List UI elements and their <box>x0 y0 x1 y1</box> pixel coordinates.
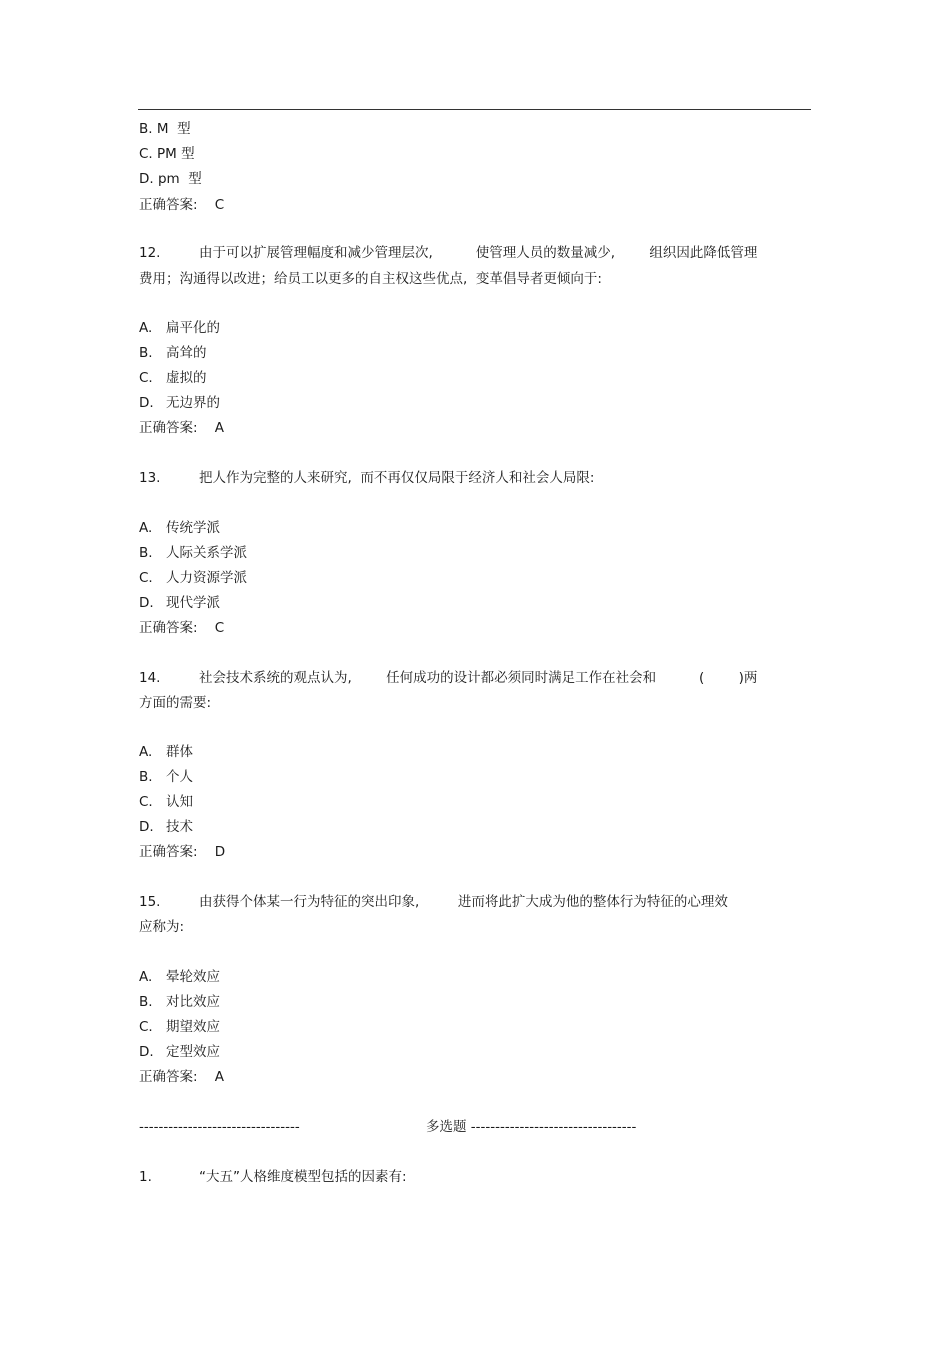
option-letter: A. <box>139 744 153 760</box>
question-text: 把人作为完整的人来研究, 而不再仅仅局限于经济人和社会人局限: <box>199 470 595 486</box>
option-b: B. M 型 <box>139 121 191 137</box>
option-letter: A. <box>139 320 153 336</box>
question-14-option-b <box>139 768 193 786</box>
option-text: 认知 <box>166 794 193 810</box>
question-text: “大五”人格维度模型包括的因素有: <box>199 1169 407 1185</box>
option-letter: C. <box>139 370 153 386</box>
question-14-answer: 正确答案: D <box>139 844 226 860</box>
option-letter: C. <box>139 570 153 586</box>
question-15-option-c <box>139 1018 220 1036</box>
option-text: 现代学派 <box>166 595 220 611</box>
option-c: C. PM 型 <box>139 146 195 162</box>
option-letter: D. <box>139 595 154 611</box>
option-letter: B. <box>139 345 153 361</box>
question-14-option-a <box>139 743 193 761</box>
top-divider <box>138 109 811 110</box>
question-text: 由获得个体某一行为特征的突出印象, 进而将此扩大成为他的整体行为特征的心理效 <box>199 894 728 910</box>
question-number: 13. <box>139 470 161 486</box>
question-number: 1. <box>139 1169 152 1185</box>
option-letter: D. <box>139 395 154 411</box>
question-13-answer: 正确答案: C <box>139 620 225 636</box>
section-separator-left: --------------------------------- <box>139 1119 300 1135</box>
option-text: 对比效应 <box>166 994 220 1010</box>
option-letter: B. <box>139 769 153 785</box>
question-15-option-d <box>139 1043 220 1061</box>
question-13-option-a <box>139 519 220 537</box>
option-text: 人力资源学派 <box>166 570 247 586</box>
question-12-option-d <box>139 394 220 412</box>
option-text: 技术 <box>166 819 193 835</box>
option-text: 扁平化的 <box>166 320 220 336</box>
correct-answer: 正确答案: C <box>139 197 225 213</box>
question-15-option-a <box>139 968 220 986</box>
question-15-line-1 <box>139 893 728 911</box>
option-text: 虚拟的 <box>166 370 207 386</box>
option-letter: D. <box>139 819 154 835</box>
multi-question-1 <box>139 1168 407 1186</box>
question-13-option-c <box>139 569 247 587</box>
question-12-option-a <box>139 319 220 337</box>
option-text: 期望效应 <box>166 1019 220 1035</box>
option-d: D. pm 型 <box>139 171 202 187</box>
question-12-answer: 正确答案: A <box>139 420 224 436</box>
question-13-option-b <box>139 544 247 562</box>
option-text: 高耸的 <box>166 345 207 361</box>
question-text: 由于可以扩展管理幅度和减少管理层次, 使管理人员的数量减少, 组织因此降低管理 <box>199 245 758 261</box>
option-letter: B. <box>139 994 153 1010</box>
question-14-line-2: 方面的需要: <box>139 695 212 711</box>
option-letter: C. <box>139 794 153 810</box>
option-text: 个人 <box>166 769 193 785</box>
question-15-option-b <box>139 993 220 1011</box>
question-text: 社会技术系统的观点认为, 任何成功的设计都必须同时满足工作在社会和 ( )两 <box>199 670 758 686</box>
question-12-line-2: 费用；沟通得以改进；给员工以更多的自主权这些优点, 变革倡导者更倾向于: <box>139 271 602 287</box>
option-text: 无边界的 <box>166 395 220 411</box>
question-12-line-1 <box>139 244 757 262</box>
option-letter: C. <box>139 1019 153 1035</box>
option-letter: D. <box>139 1044 154 1060</box>
option-text: 传统学派 <box>166 520 220 536</box>
option-text: 群体 <box>166 744 193 760</box>
question-number: 12. <box>139 245 161 261</box>
question-14-option-d <box>139 818 193 836</box>
question-number: 15. <box>139 894 161 910</box>
question-number: 14. <box>139 670 161 686</box>
option-letter: B. <box>139 545 153 561</box>
option-text: 晕轮效应 <box>166 969 220 985</box>
question-15-line-2: 应称为: <box>139 919 185 935</box>
option-text: 人际关系学派 <box>166 545 247 561</box>
section-separator-title: 多选题 ---------------------------------- <box>426 1119 637 1135</box>
question-14-option-c <box>139 793 193 811</box>
question-14-line-1 <box>139 669 757 687</box>
question-15-answer: 正确答案: A <box>139 1069 224 1085</box>
option-text: 定型效应 <box>166 1044 220 1060</box>
question-13-option-d <box>139 594 220 612</box>
option-letter: A. <box>139 520 153 536</box>
question-12-option-c <box>139 369 207 387</box>
option-letter: A. <box>139 969 153 985</box>
question-13-line-1 <box>139 469 594 487</box>
question-12-option-b <box>139 344 207 362</box>
